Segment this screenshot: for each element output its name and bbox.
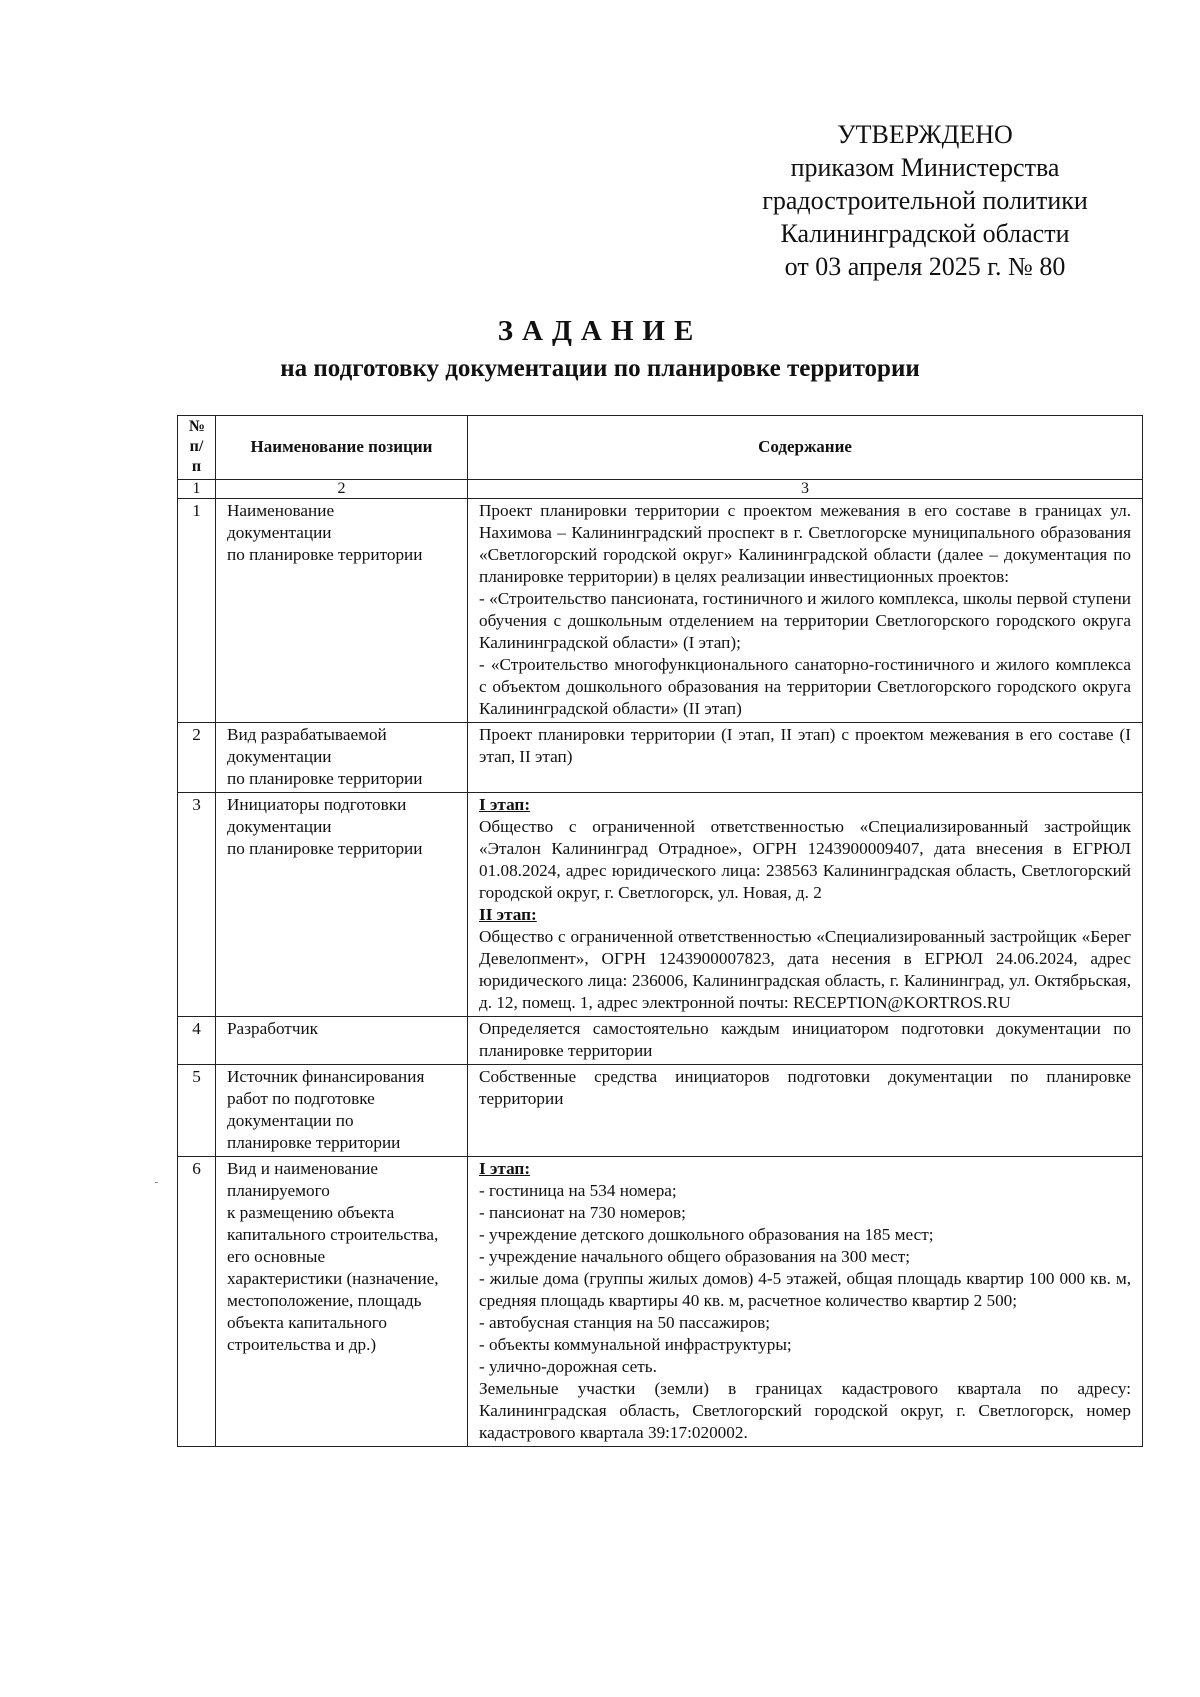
approval-line-policy: градостроительной политики: [762, 186, 1088, 215]
position-name-line: к размещению объекта: [227, 1203, 395, 1222]
row-number: 3: [178, 793, 216, 1017]
content-paragraph: - «Строительство пансионата, гостиничного и жилого комплекса, школы первой ступени обучения с дошкольным отделением на территории Светлогорского городского округа Калининградской области» (I этап);: [479, 589, 1131, 652]
row-content: [468, 1157, 1143, 1447]
position-name-line: Наименование: [227, 501, 335, 520]
position-name-line: Вид и наименование: [227, 1159, 379, 1178]
position-name-line: по планировке территории: [227, 839, 423, 858]
object-list-item: - пансионат на 730 номеров;: [479, 1203, 686, 1222]
position-name-line: Источник финансирования: [227, 1067, 425, 1086]
content-paragraph: - «Строительство многофункционального санаторно-гостиничного и жилого комплекса с объектом дошкольного образования на территории Светлогорского городского округа Калининградской области» (II этап): [479, 655, 1131, 718]
task-table: [177, 415, 1143, 1447]
content-paragraph: Проект планировки территории с проектом межевания в его составе в границах ул. Нахимова – Калининградский проспект в г. Светлогорске муниципального образования «Светлогорский городской округ» Калининградской области (далее – документация по планировке территории) в целях реализации инвестиционных проектов:: [479, 501, 1131, 586]
index-cell-3: 3: [468, 480, 1143, 499]
object-list-item: - учреждение детского дошкольного образования на 185 мест;: [479, 1225, 934, 1244]
document-subtitle: на подготовку документации по планировке территории: [280, 355, 920, 382]
header-number: [178, 416, 216, 480]
stage-2-initiator: Общество с ограниченной ответственностью «Специализированный застройщик «Берег Девелопмент», ОГРН 1243900007823, дата несения в ЕГРЮЛ 24.06.2024, адрес юридического лица: 236006, Калининградская область, г. Калининград, ул. Октябрьская, д. 12, помещ. 1, адрес электронной почты: RECEPTION@KORTROS.RU: [479, 927, 1131, 1012]
row-content: [468, 1017, 1143, 1065]
stage-1-initiator: Общество с ограниченной ответственностью «Специализированный застройщик «Эталон Калининград Отрадное», ОГРН 1243900009407, дата внесения в ЕГРЮЛ 01.08.2024, адрес юридического лица: 238563 Калининградская область, Светлогорский городской округ, г. Светлогорск, ул. Новая, д. 2: [479, 817, 1131, 902]
table-row: [178, 723, 1143, 793]
table-row: [178, 1017, 1143, 1065]
row-position-name: [216, 793, 468, 1017]
position-name-line: характеристики (назначение,: [227, 1269, 439, 1288]
position-name-line: по планировке территории: [227, 545, 423, 564]
header-content: Содержание: [468, 416, 1143, 480]
content-paragraph: Собственные средства инициаторов подготовки документации по планировке территории: [479, 1067, 1131, 1108]
scan-artifact: [155, 1182, 158, 1183]
position-name-line: Инициаторы подготовки: [227, 795, 407, 814]
index-cell-2: 2: [216, 480, 468, 499]
row-position-name: [216, 723, 468, 793]
approval-line-date: от 03 апреля 2025 г. № 80: [784, 252, 1066, 281]
table-row: [178, 1065, 1143, 1157]
approval-stamp: [735, 118, 1115, 283]
header-number-pp: п/п: [189, 438, 204, 475]
object-list-item: - жилые дома (группы жилых домов) 4-5 этажей, общая площадь квартир 100 000 кв. м, средняя площадь квартиры 40 кв. м, расчетное количество квартир 2 500;: [479, 1269, 1131, 1310]
stage-1-label: I этап:: [479, 1159, 531, 1178]
approval-line-approved: УТВЕРЖДЕНО: [837, 120, 1013, 149]
position-name-line: документации: [227, 523, 332, 542]
stage-1-label: I этап:: [479, 795, 531, 814]
position-name-line: объекта капитального: [227, 1313, 388, 1332]
header-position-name: Наименование позиции: [216, 416, 468, 480]
table-row: [178, 793, 1143, 1017]
row-position-name: [216, 1065, 468, 1157]
document-title: ЗАДАНИЕ: [497, 315, 703, 347]
position-name-line: документации по: [227, 1111, 354, 1130]
position-name-line: планировке территории: [227, 1133, 401, 1152]
table-header-row: [178, 416, 1143, 480]
position-name-line: документации: [227, 817, 332, 836]
object-list-item: - автобусная станция на 50 пассажиров;: [479, 1313, 771, 1332]
row-number: 4: [178, 1017, 216, 1065]
row-number: 6: [178, 1157, 216, 1447]
content-paragraph: Проект планировки территории (I этап, II этап) с проектом межевания в его составе (I этап, II этап): [479, 725, 1131, 766]
row-position-name: [216, 499, 468, 723]
row-position-name: [216, 1157, 468, 1447]
table-row: [178, 499, 1143, 723]
row-content: [468, 723, 1143, 793]
position-name-line: капитального строительства,: [227, 1225, 439, 1244]
position-name-line: планируемого: [227, 1181, 330, 1200]
object-list-item: - улично-дорожная сеть.: [479, 1357, 657, 1376]
row-position-name: [216, 1017, 468, 1065]
content-paragraph: Определяется самостоятельно каждым инициатором подготовки документации по планировке территории: [479, 1019, 1131, 1060]
approval-line-region: Калининградской области: [780, 219, 1070, 248]
object-list-item: - гостиница на 534 номера;: [479, 1181, 677, 1200]
row-number: 5: [178, 1065, 216, 1157]
table-index-row: [178, 480, 1143, 499]
table-row: [178, 1157, 1143, 1447]
object-list-item: - объекты коммунальной инфраструктуры;: [479, 1335, 792, 1354]
position-name-line: Вид разрабатываемой: [227, 725, 387, 744]
row-number: 1: [178, 499, 216, 723]
row-content: [468, 499, 1143, 723]
header-number-sign: №: [189, 418, 206, 435]
position-name-line: его основные: [227, 1247, 326, 1266]
position-name-line: Разработчик: [227, 1019, 319, 1038]
position-name-line: по планировке территории: [227, 769, 423, 788]
row-content: [468, 793, 1143, 1017]
position-name-line: работ по подготовке: [227, 1089, 375, 1108]
approval-line-order: приказом Министерства: [790, 153, 1060, 182]
row-number: 2: [178, 723, 216, 793]
document-title-block: [0, 312, 1200, 386]
position-name-line: строительства и др.): [227, 1335, 377, 1354]
land-plot-description: Земельные участки (земли) в границах кадастрового квартала по адресу: Калининградская область, Светлогорский городской округ, г. Светлогорск, номер кадастрового квартала 39:17:020002.: [479, 1379, 1131, 1442]
stage-2-label: II этап:: [479, 905, 537, 924]
object-list-item: - учреждение начального общего образования на 300 мест;: [479, 1247, 911, 1266]
position-name-line: документации: [227, 747, 332, 766]
row-content: [468, 1065, 1143, 1157]
position-name-line: местоположение, площадь: [227, 1291, 422, 1310]
index-cell-1: 1: [178, 480, 216, 499]
